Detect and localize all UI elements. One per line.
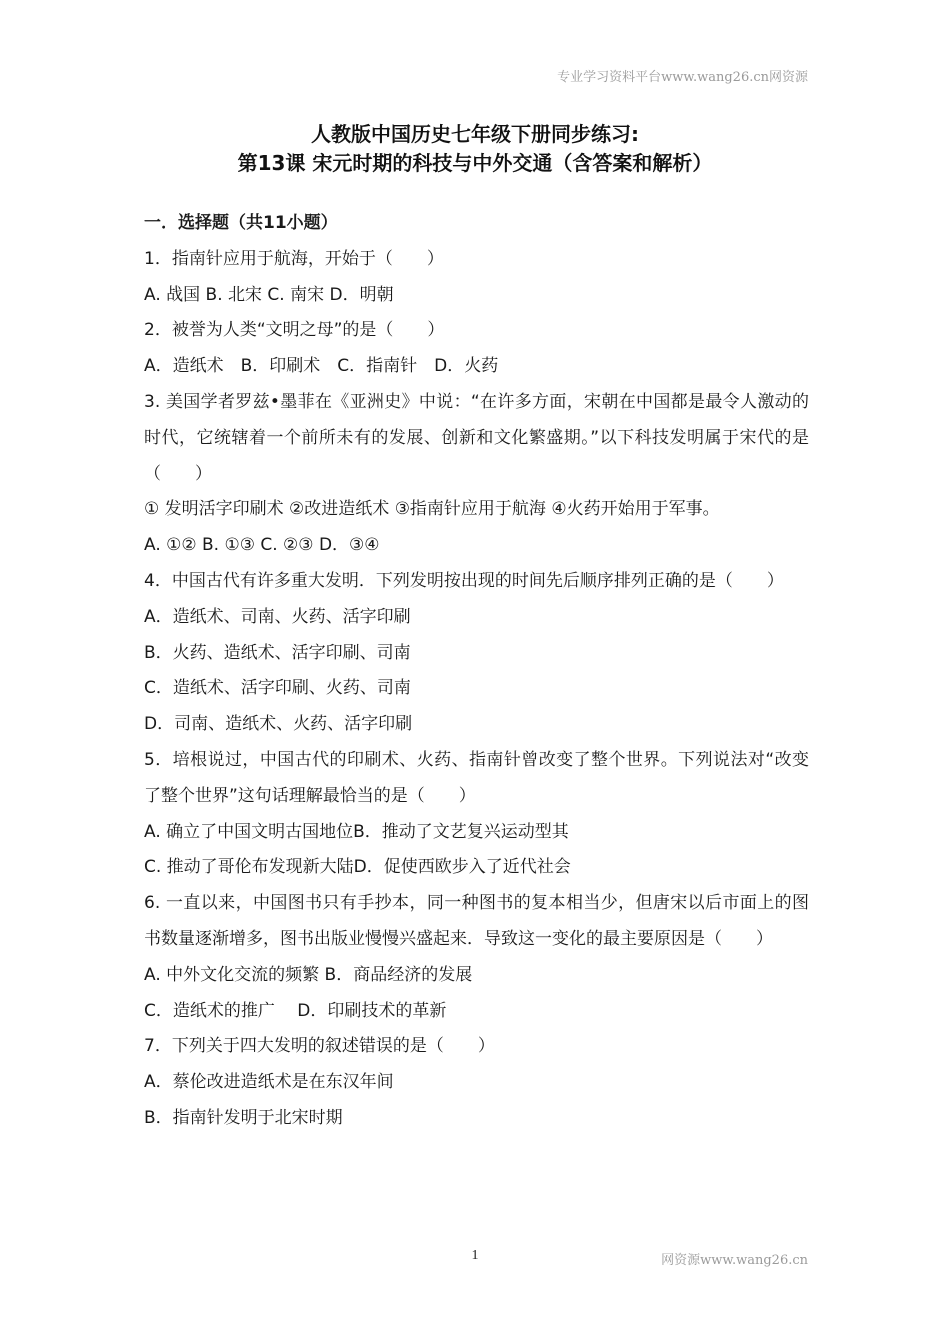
question-7-option-b: B．指南针发明于北宋时期 xyxy=(144,1107,343,1128)
watermark-top: 专业学习资料平台www.wang26.cn网资源 xyxy=(557,70,808,85)
question-7-option-a: A．蔡伦改进造纸术是在东汉年间 xyxy=(144,1072,394,1093)
question-6-options-ab: A. 中外文化交流的频繁 B．商品经济的发展 xyxy=(144,964,473,985)
section-heading: 一．选择题（共11小题） xyxy=(144,213,338,233)
question-1-stem: 1．指南针应用于航海，开始于（ ） xyxy=(144,248,444,269)
question-1-options: A. 战国 B. 北宋 C. 南宋 D．明朝 xyxy=(144,284,394,305)
question-6-options-cd: C．造纸术的推广 D．印刷技术的革新 xyxy=(144,1000,447,1021)
question-7-stem: 7．下列关于四大发明的叙述错误的是（ ） xyxy=(144,1036,495,1057)
question-5-options-cd: C. 推动了哥伦布发现新大陆D．促使西欧步入了近代社会 xyxy=(144,857,571,878)
title-line-1: 人教版中国历史七年级下册同步练习: xyxy=(311,122,639,146)
question-2-options: A．造纸术 B．印刷术 C．指南针 D．火药 xyxy=(144,356,499,377)
question-4-stem: 4．中国古代有许多重大发明．下列发明按出现的时间先后顺序排列正确的是（ ） xyxy=(144,570,784,591)
question-content xyxy=(144,206,809,1137)
question-3-options: A. ①② B. ①③ C. ②③ D．③④ xyxy=(144,535,380,556)
question-3-stem: 3. 美国学者罗兹•墨菲在《亚洲史》中说：“在许多方面，宋朝在中国都是最令人激动的时代，它统辖着一个前所未有的发展、创新和文化繁盛期。”以下科技发明属于宋代的是（ ） xyxy=(144,391,809,484)
question-5-stem: 5．培根说过，中国古代的印刷术、火药、指南针曾改变了整个世界。下列说法对“改变了整个世界”这句话理解最恰当的是（ ） xyxy=(144,749,809,806)
question-5-options-ab: A. 确立了中国文明古国地位B．推动了文艺复兴运动型其 xyxy=(144,821,569,842)
question-4-option-c: C．造纸术、活字印刷、火药、司南 xyxy=(144,678,411,699)
watermark-bottom: 网资源www.wang26.cn xyxy=(661,1253,808,1268)
question-6-stem: 6. 一直以来，中国图书只有手抄本，同一种图书的复本相当少，但唐宋以后市面上的图书数量逐渐增多，图书出版业慢慢兴盛起来．导致这一变化的最主要原因是（ ） xyxy=(144,893,809,949)
document-title xyxy=(0,120,950,178)
question-2-stem: 2．被誉为人类“文明之母”的是（ ） xyxy=(144,320,445,341)
question-4-option-a: A．造纸术、司南、火药、活字印刷 xyxy=(144,606,411,627)
question-4-option-d: D．司南、造纸术、火药、活字印刷 xyxy=(144,714,413,735)
question-4-option-b: B．火药、造纸术、活字印刷、司南 xyxy=(144,642,411,663)
question-3-statements: ① 发明活字印刷术 ②改进造纸术 ③指南针应用于航海 ④火药开始用于军事。 xyxy=(144,499,720,520)
page-number: 1 xyxy=(471,1248,479,1263)
title-line-2: 第13课 宋元时期的科技与中外交通（含答案和解析） xyxy=(237,151,713,175)
